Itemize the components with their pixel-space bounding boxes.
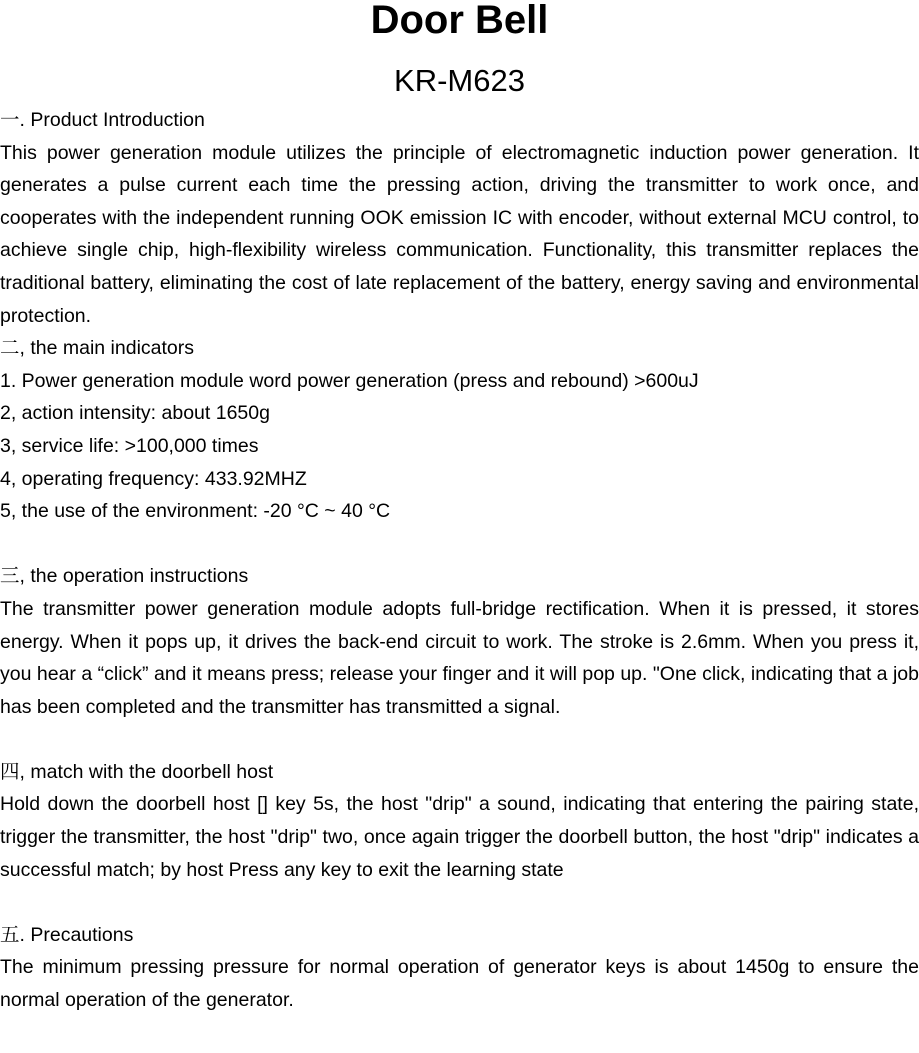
indicator-item: 5, the use of the environment: -20 °C ~ 40 °C: [0, 500, 391, 523]
section-number: 一: [0, 108, 20, 131]
intro-paragraph: This power generation module utilizes the principle of electromagnetic induction power generation. It generates a pulse current each time the pressing action, driving the transmitter to work once, and cooperates with the independent running OOK emission IC with encoder, without external MCU control, to achieve single chip, high-flexibility wireless communication. Functionality, this transmitter replaces the traditional battery, eliminating the cost of late replacement of the battery, energy saving and environmental protection.: [0, 141, 919, 327]
section-title: . Product Introduction: [19, 109, 205, 131]
match-paragraph: Hold down the doorbell host [] key 5s, the host "drip" a sound, indicating that entering the pairing state, trigger the transmitter, the host "drip" two, once again trigger the doorbell button, the host "drip" indicates a successful match; by host Press any key to exit the learning state: [0, 793, 919, 881]
document-title: Door Bell: [370, 0, 549, 42]
section-number: 五: [0, 922, 20, 946]
spacer: [0, 723, 919, 756]
section-title: , the main indicators: [19, 337, 195, 360]
section-number: 三: [0, 564, 20, 588]
precautions-paragraph: The minimum pressing pressure for normal operation of generator keys is about 1450g to ensure the normal operation of the generator.: [0, 956, 919, 1012]
section-heading-intro: [0, 104, 919, 137]
indicator-item: 3, service life: >100,000 times: [0, 434, 259, 457]
section-heading-match: [0, 756, 919, 789]
section-heading-precautions: [0, 919, 919, 952]
spacer: [0, 886, 919, 919]
section-number: 四: [0, 759, 20, 783]
indicator-item: 1. Power generation module word power generation (press and rebound) >600uJ: [0, 369, 699, 392]
section-title: , match with the doorbell host: [19, 760, 274, 783]
section-title: , the operation instructions: [19, 565, 249, 588]
section-heading-indicators: [0, 332, 919, 365]
indicator-item: 2, action intensity: about 1650g: [0, 402, 270, 425]
model-number: KR-M623: [394, 63, 525, 98]
section-number: 二: [0, 336, 20, 360]
indicator-item: 4, operating frequency: 433.92MHZ: [0, 467, 307, 490]
section-title: . Precautions: [19, 923, 134, 946]
spacer: [0, 528, 919, 561]
document-body: [0, 104, 919, 1017]
section-heading-operation: [0, 560, 919, 593]
operation-paragraph: The transmitter power generation module adopts full-bridge rectification. When it is pressed, it stores energy. When it pops up, it drives the back-end circuit to work. The stroke is 2.6mm. When you press it, you hear a “click” and it means press; release your finger and it will pop up. "One click, indicating that a job has been completed and the transmitter has transmitted a signal.: [0, 597, 919, 718]
